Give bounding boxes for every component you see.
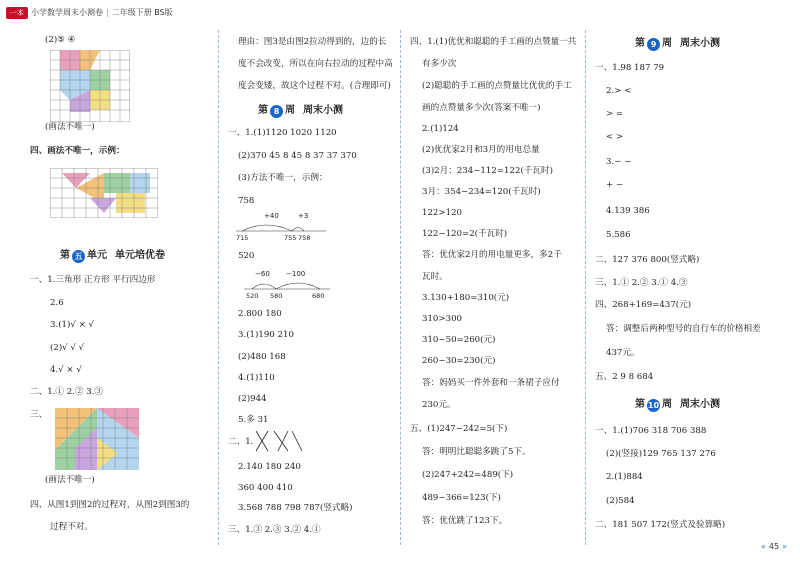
answer-line: 四、268+169=437(元) — [595, 300, 692, 310]
answer-line: (2)584 — [606, 496, 635, 506]
page-footer — [758, 541, 790, 553]
answer-line: 4.√ × √ — [50, 365, 82, 375]
tick-label: 680 — [312, 292, 325, 300]
jump-label: −100 — [286, 270, 306, 278]
answer-line: 3.(1)190 210 — [238, 330, 294, 340]
brand-logo: 一本 — [6, 7, 28, 19]
note-line: (画法不唯一) — [45, 122, 95, 132]
week-title-suffix: 周 — [662, 38, 672, 49]
answer-line: < > — [606, 132, 624, 142]
answer-line: > = — [606, 109, 624, 119]
unit-title-name: 单元培优卷 — [115, 250, 165, 261]
answer-line: 画的点赞量多少次(答案不唯一) — [422, 103, 541, 113]
grid-figure-1 — [50, 50, 130, 122]
answer-line: (2)370 45 8 45 8 37 37 370 — [238, 151, 357, 161]
answer-line: (2)480 168 — [238, 352, 286, 362]
week-title-prefix: 第 — [635, 38, 645, 49]
answer-line: 2.800 180 — [238, 309, 282, 319]
answer-line: 437元。 — [606, 348, 640, 358]
answer-line: 5.586 — [606, 230, 631, 240]
answer-line: 2.(1)124 — [422, 124, 459, 134]
week-title-name: 周末小测 — [303, 105, 343, 116]
week-title-name: 周末小测 — [680, 399, 720, 410]
grid-figure-2 — [50, 168, 158, 218]
week-number-badge: 9 — [647, 38, 660, 51]
answer-line: 五、(1)247−242=5(下) — [410, 424, 508, 434]
tick-label: 755 — [284, 234, 297, 242]
answer-line: 过程不对。 — [50, 522, 93, 532]
answer-line: 3.130+180=310(元) — [422, 293, 510, 303]
answer-line: 3月：354−234=120(千瓦时) — [422, 187, 541, 197]
answer-line: 度会变矮，故这个过程不对。(合理即可) — [238, 81, 391, 91]
tick-label: 758 — [298, 234, 311, 242]
answer-line: 答：妈妈买一件外套和一条裙子应付 — [422, 378, 560, 388]
week-title-prefix: 第 — [258, 105, 268, 116]
answer-line: 122−120=2(千瓦时) — [422, 229, 508, 239]
unit-title-suffix: 单元 — [87, 250, 107, 261]
book-title: 小学数学周末小测卷 — [31, 8, 103, 17]
answer-line: 三、1.① 2.② 3.① 4.③ — [595, 278, 688, 288]
answer-line: 有多少次 — [422, 59, 457, 69]
answer-line: 260−30=230(元) — [422, 356, 496, 366]
jump-label: +40 — [264, 212, 279, 220]
week-number-badge: 8 — [270, 105, 283, 118]
jump-label: +3 — [298, 212, 309, 220]
number-line-2 — [238, 268, 338, 300]
answer-line: (2)优优家2月和3月的用电总量 — [422, 145, 540, 155]
answer-line: (2)√ √ √ — [50, 343, 85, 353]
page-number: 45 — [768, 542, 780, 551]
answer-line: + − — [606, 180, 624, 190]
answer-line: 2.(1)884 — [606, 472, 643, 482]
answer-line: 二、127 376 800(竖式略) — [595, 255, 700, 265]
unit-title — [60, 249, 165, 263]
answer-line: (2)(竖接)129 765 137 276 — [606, 449, 716, 459]
answer-line: 310>300 — [422, 314, 463, 324]
answer-line: 一、1.(1)706 318 706 388 — [595, 426, 707, 436]
book-edition: 二年级下册 BS版 — [111, 8, 173, 17]
answer-line: 二、1.① 2.② 3.③ — [30, 387, 104, 397]
answer-line: 758 — [238, 196, 255, 206]
answer-line: 瓦时。 — [422, 272, 448, 282]
answer-line: 5.多 31 — [238, 415, 269, 425]
answer-line: 二、1. — [228, 437, 254, 447]
answer-line: 360 400 410 — [238, 483, 293, 493]
answer-line: 一、1.三角形 正方形 平行四边形 — [30, 275, 156, 285]
prev-page-icon[interactable]: « — [761, 542, 766, 551]
answer-line: 2.6 — [50, 298, 64, 308]
column-divider — [218, 30, 219, 545]
answer-line: 122>120 — [422, 208, 463, 218]
answer-line: (3)2月：234−112=122(千瓦时) — [422, 166, 553, 176]
answer-line: 一、1.98 187 79 — [595, 63, 665, 73]
answer-line: (2)944 — [238, 394, 267, 404]
week-title-suffix: 周 — [285, 105, 295, 116]
answer-line: 2.140 180 240 — [238, 462, 301, 472]
answer-line: 五、2 9 8 684 — [595, 372, 654, 382]
answer-line: 3.568 788 798 787(竖式略) — [238, 503, 353, 513]
section-heading: 四、画法不唯一，示例： — [30, 146, 125, 156]
next-page-icon[interactable]: » — [782, 542, 787, 551]
answer-line: (3)方法不唯一，示例： — [238, 173, 328, 183]
answer-line: 4.139 386 — [606, 206, 650, 216]
tick-label: 580 — [270, 292, 283, 300]
answer-line: 答：调整后两种型号的自行车的价格相差 — [606, 324, 761, 334]
answer-line: 度不会改变，所以在向右拉动的过程中高 — [238, 59, 393, 69]
unit-title-prefix: 第 — [60, 250, 70, 261]
answer-line: 2.> < — [606, 86, 632, 96]
column-divider — [585, 30, 586, 545]
week-number-badge: 10 — [647, 400, 660, 410]
header-separator: | — [106, 8, 109, 17]
answer-line: 3.− − — [606, 157, 632, 167]
answer-line: 答：优优跳了123下。 — [422, 516, 508, 526]
answer-line: 489−366=123(下) — [422, 493, 501, 503]
answer-line: 四、从图1到图2的过程对，从图2到图3的 — [30, 500, 190, 510]
week-title — [258, 104, 343, 118]
answer-line: 三、 — [30, 410, 48, 420]
header-title — [31, 7, 173, 19]
grid-figure-3 — [55, 408, 139, 470]
answer-line: 三、1.③ 2.③ 3.② 4.① — [228, 525, 321, 535]
tick-label: 520 — [246, 292, 259, 300]
matching-lines — [254, 428, 306, 454]
answer-line: 答：优优家2月的用电量更多，多2千 — [422, 250, 562, 260]
jump-label: −60 — [255, 270, 270, 278]
week-title-prefix: 第 — [635, 399, 645, 410]
week-title — [635, 37, 720, 51]
week-title — [635, 398, 720, 412]
answer-line: 四、1.(1)优优和聪聪的手工画的点赞量一共 — [410, 37, 577, 47]
unit-number-badge: 五 — [72, 250, 85, 263]
answer-line: 310−50=260(元) — [422, 335, 496, 345]
page-header — [0, 0, 800, 24]
answer-line: 答：明明比聪聪多跳了5下。 — [422, 447, 531, 457]
note-line: (画法不唯一) — [45, 475, 95, 485]
answer-line: 230元。 — [422, 400, 456, 410]
answer-line: (2)⑤ ④ — [45, 35, 76, 45]
week-title-name: 周末小测 — [680, 38, 720, 49]
answer-line: 520 — [238, 251, 255, 261]
answer-line: 理由：图3是由图2拉动得到的，边的长 — [238, 37, 387, 47]
answer-line: 3.(1)√ × √ — [50, 320, 94, 330]
answer-line: (2)聪聪的手工画的点赞量比优优的手工 — [422, 81, 572, 91]
answer-line: 4.(1)110 — [238, 373, 275, 383]
tick-label: 715 — [236, 234, 249, 242]
column-divider — [400, 30, 401, 545]
answer-line: 二、181 507 172(竖式及验算略) — [595, 520, 726, 530]
answer-line: 一、1.(1)1120 1020 1120 — [228, 128, 337, 138]
number-line-1 — [234, 210, 334, 242]
week-title-suffix: 周 — [662, 399, 672, 410]
answer-line: (2)247+242=489(下) — [422, 470, 514, 480]
